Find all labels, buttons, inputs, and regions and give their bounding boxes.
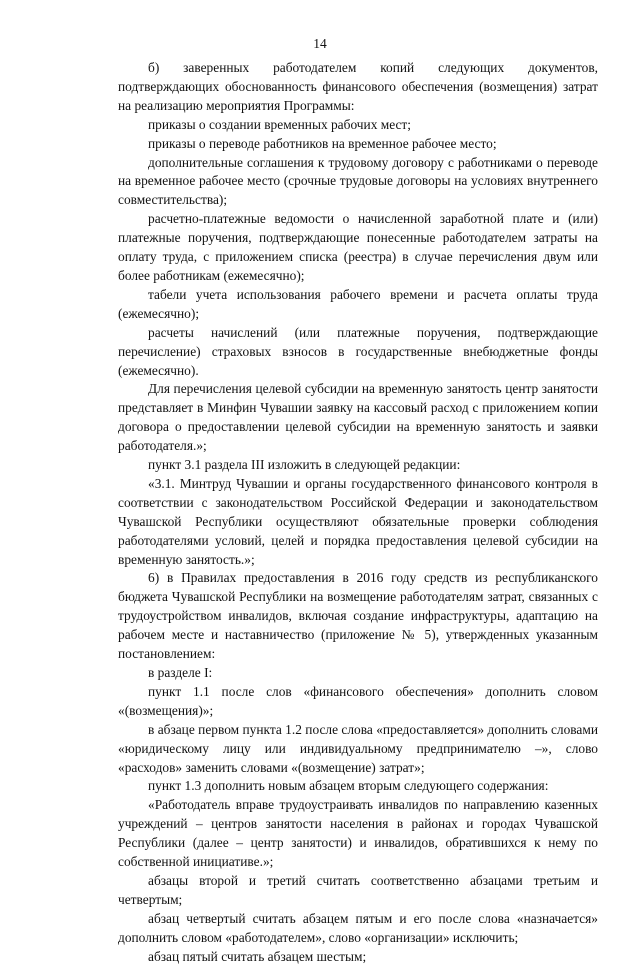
paragraph-item-3-1-intro: пункт 3.1 раздела III изложить в следующей редакции:	[148, 457, 461, 473]
paragraph-orders-creation: приказы о создании временных рабочих мест;	[148, 116, 412, 132]
paragraph-rules-6: 6) в Правилах предоставления в 2016 году средств из республиканского бюджета Чувашской Республики на возмещение работодателям затрат, связанных с трудоустройством инвалидов, включая создание инфраструктуры, адаптацию на рабочем месте и наставничество (приложение № 5), утвержденных указанным постановлением:	[118, 570, 598, 662]
page-number: 14	[313, 36, 327, 51]
paragraph-orders-transfer: приказы о переводе работников на временное рабочее место;	[148, 135, 497, 151]
paragraph-item-1-2: в абзаце первом пункта 1.2 после слова «предоставляется» дополнить словами «юридическому лицу или индивидуальному предпринимателю –», слово «расходов» заменить словами «(возмещение) затрат»;	[118, 721, 598, 775]
paragraph-abzacs-2-3: абзацы второй и третий считать соответственно абзацами третьим и четвертым;	[118, 872, 598, 907]
paragraph-abzac-4: абзац четвертый считать абзацем пятым и его после слова «назначается» дополнить словом «работодателем», слово «организации» исключить;	[118, 910, 598, 945]
paragraph-new-abzac: «Работодатель вправе трудоустраивать инвалидов по направлению казенных учреждений – центров занятости населения в районах и городах Чувашской Республики (далее – центр занятости) и инвалидов, обратившихся к нему по собственной инициативе.»;	[118, 797, 598, 870]
document-body	[118, 59, 598, 967]
paragraph-item-3-1-text: «3.1. Минтруд Чувашии и органы государственного финансового контроля в соответствии с законодательством Российской Федерации и законодательством Чувашской Республики осуществляют обязательные проверки соблюдения работодателями условий, целей и порядка предоставления целевой субсидии на временную занятость.»;	[118, 475, 598, 567]
paragraph-section-1: в разделе I:	[148, 665, 213, 680]
paragraph-insurance-calculations: расчеты начислений (или платежные поручения, подтверждающие перечисление) страховых взносов в государственные внебюджетные фонды (ежемесячно).	[118, 324, 598, 378]
paragraph-documents-intro: б) заверенных работодателем копий следующих документов, подтверждающих обоснованность финансового обеспечения (возмещения) затрат на реализацию мероприятия Программы:	[118, 60, 598, 113]
paragraph-subsidy-transfer: Для перечисления целевой субсидии на временную занятость центр занятости представляет в Минфин Чувашии заявку на кассовый расход с приложением копии договора о предоставлении целевой субсидии на временную занятость и заявки работодателя.»;	[118, 381, 598, 454]
paragraph-additional-agreements: дополнительные соглашения к трудовому договору с работниками о переводе на временное рабочее место (срочные трудовые договоры на условиях внутреннего совместительства);	[118, 154, 598, 208]
paragraph-abzac-5: абзац пятый считать абзацем шестым;	[148, 948, 367, 964]
paragraph-payroll-statements: расчетно-платежные ведомости о начисленной заработной плате и (или) платежные поручения, подтверждающие понесенные работодателем затраты на оплату труда, с приложением списка (реестра) в случае перечисления двум или более работникам (ежемесячно);	[118, 211, 598, 283]
paragraph-item-1-1: пункт 1.1 после слов «финансового обеспечения» дополнить словом «(возмещения)»;	[118, 683, 598, 718]
paragraph-item-1-3: пункт 1.3 дополнить новым абзацем вторым следующего содержания:	[148, 778, 549, 794]
paragraph-timesheets: табели учета использования рабочего времени и расчета оплаты труда (ежемесячно);	[118, 286, 598, 321]
